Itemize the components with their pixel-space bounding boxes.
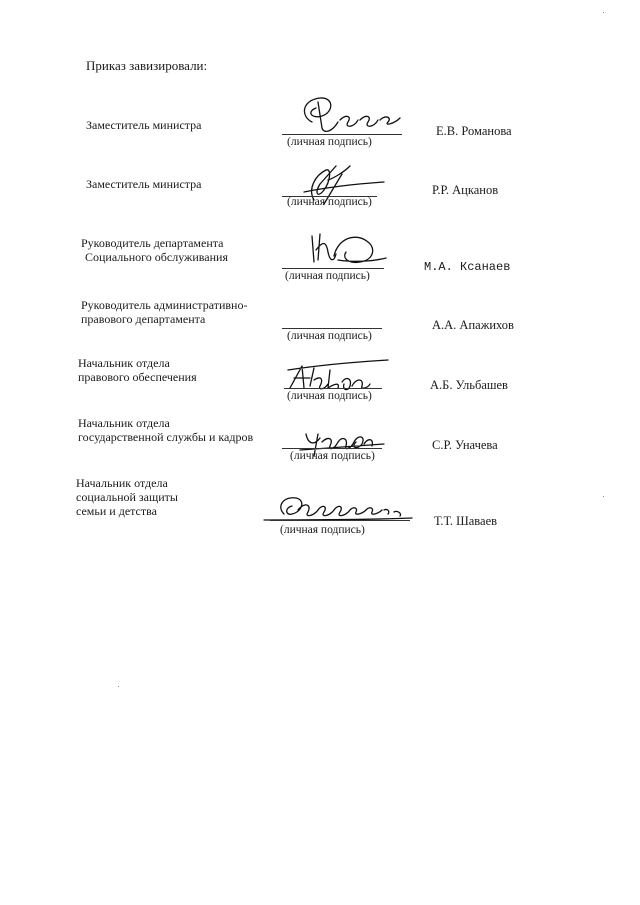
signature-caption: (личная подпись) xyxy=(290,450,375,462)
approver-name: А.А. Апажихов xyxy=(432,318,514,332)
position-line: семьи и детства xyxy=(76,504,157,518)
signature-caption: (личная подпись) xyxy=(287,136,372,148)
position-line: Начальник отдела xyxy=(78,416,170,430)
scan-speck xyxy=(603,12,604,13)
signature-line xyxy=(284,388,382,389)
position-line: Начальник отдела xyxy=(78,356,170,370)
approver-name: Т.Т. Шаваев xyxy=(434,514,498,528)
approver-position xyxy=(86,118,201,132)
approver-position xyxy=(76,476,178,518)
approver-position xyxy=(81,298,247,326)
position-line: Начальник отдела xyxy=(76,476,168,490)
position-line: Заместитель министра xyxy=(86,118,202,132)
approver-row xyxy=(0,232,640,292)
approver-name: С.Р. Уначева xyxy=(432,438,498,452)
signature-line xyxy=(282,448,382,449)
signature-line xyxy=(282,268,384,269)
position-line: Социального обслуживания xyxy=(85,250,228,264)
approver-position xyxy=(78,356,197,384)
approver-row xyxy=(0,172,640,232)
approver-name: А.Б. Ульбашев xyxy=(430,378,508,392)
position-line: Заместитель министра xyxy=(86,177,202,191)
signature-caption: (личная подпись) xyxy=(287,390,372,402)
position-line: правового департамента xyxy=(81,312,206,326)
approver-name: Р.Р. Ацканов xyxy=(432,183,499,197)
approver-row xyxy=(0,294,640,354)
scan-speck xyxy=(603,496,604,497)
position-line: социальной защиты xyxy=(76,490,178,504)
signature-line xyxy=(270,520,410,521)
signature-caption: (личная подпись) xyxy=(287,330,372,342)
signature-caption: (личная подпись) xyxy=(287,196,372,208)
approver-position xyxy=(81,236,228,264)
page-heading: Приказ завизировали: xyxy=(86,58,208,73)
approver-name: М.А. Ксанаев xyxy=(424,260,511,274)
position-line: правового обеспечения xyxy=(78,370,197,384)
position-line: государственной службы и кадров xyxy=(78,430,254,444)
position-line: Руководитель департамента xyxy=(81,236,224,250)
approver-position xyxy=(78,416,253,444)
approver-name: Е.В. Романова xyxy=(436,124,512,138)
scan-speck xyxy=(118,686,119,687)
approver-position xyxy=(86,177,201,191)
signature-caption: (личная подпись) xyxy=(285,270,370,282)
signature-caption: (личная подпись) xyxy=(280,524,365,536)
signature-line xyxy=(282,134,402,135)
position-line: Руководитель административно- xyxy=(81,298,248,312)
approver-row xyxy=(0,354,640,414)
approver-row xyxy=(0,474,640,534)
signature-line xyxy=(282,328,382,329)
approver-row xyxy=(0,414,640,474)
